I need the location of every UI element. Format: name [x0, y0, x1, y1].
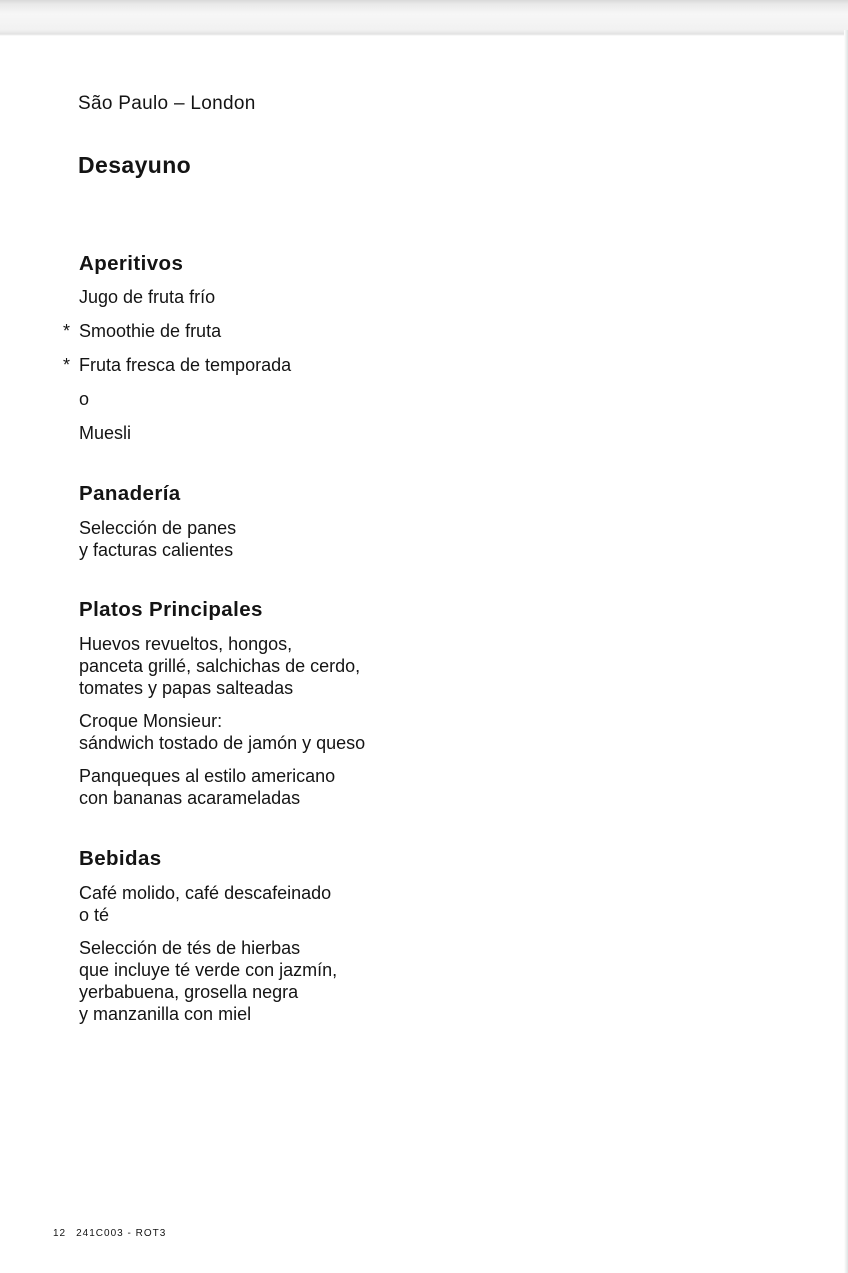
menu-item	[63, 320, 291, 354]
menu-item-text: Selección de tés de hierbas que incluye té verde con jazmín, yerbabuena, grosella negra y manzanilla con miel	[79, 938, 338, 1024]
document-code: 241C003 - ROT3	[76, 1228, 167, 1239]
menu-item-text: Panqueques al estilo americano con bananas acarameladas	[79, 766, 336, 808]
menu-item-text: Jugo de fruta frío	[79, 287, 216, 307]
menu-item-text: Selección de panes y facturas calientes	[79, 518, 237, 560]
menu-item-list	[63, 286, 292, 456]
menu-item-text: o	[79, 389, 90, 409]
menu-item-list	[79, 633, 365, 809]
menu-item-list	[79, 882, 337, 1025]
section-panaderia	[79, 482, 236, 561]
menu-item	[79, 710, 365, 754]
menu-item-text: Huevos revueltos, hongos, panceta grillé, salchichas de cerdo, tomates y papas salteadas	[79, 634, 361, 698]
meal-title: Desayuno	[78, 152, 192, 178]
menu-item	[63, 354, 292, 388]
section-platos-principales	[79, 598, 365, 820]
item-marker: *	[63, 355, 71, 375]
section-heading: Platos Principales	[79, 598, 263, 621]
page-number: 12	[53, 1228, 67, 1239]
item-marker: *	[63, 321, 71, 341]
menu-item	[79, 517, 236, 561]
menu-item-list	[79, 517, 236, 561]
menu-item	[79, 388, 291, 422]
section-aperitivos	[63, 252, 292, 456]
menu-item	[79, 937, 337, 1025]
section-heading: Panadería	[79, 482, 181, 505]
menu-item	[79, 422, 291, 456]
menu-item-text: Croque Monsieur: sándwich tostado de jamón y queso	[79, 711, 366, 753]
page-footer	[53, 1228, 176, 1239]
section-heading: Bebidas	[79, 847, 162, 870]
section-bebidas	[79, 847, 337, 1036]
menu-item-text: Café molido, café descafeinado o té	[79, 883, 332, 925]
menu-item-text: Smoothie de fruta	[79, 321, 222, 341]
menu-item	[79, 286, 291, 320]
menu-item	[79, 633, 365, 699]
route-title: São Paulo – London	[78, 93, 256, 114]
menu-item-text: Muesli	[79, 423, 132, 443]
menu-item	[79, 765, 365, 809]
scan-right-edge	[844, 30, 848, 1273]
scan-top-edge	[0, 0, 848, 36]
section-heading: Aperitivos	[79, 252, 184, 275]
menu-item-text: Fruta fresca de temporada	[79, 355, 292, 375]
menu-item	[79, 882, 337, 926]
